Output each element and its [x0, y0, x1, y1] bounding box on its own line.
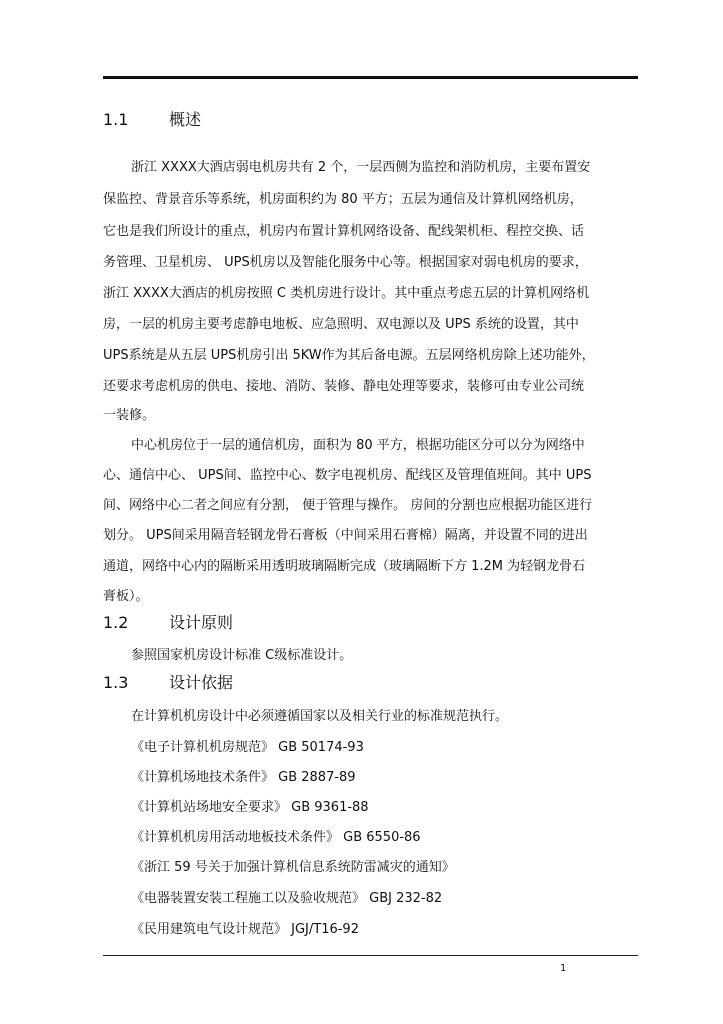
paragraph-line: 通道，网络中心内的隔断采用透明玻璃隔断完成（玻璃隔断下方 1.2M 为轻钢龙骨石 [103, 559, 586, 574]
paragraph-line: 一装修。 [103, 408, 156, 423]
paragraph-line: UPS系统是从五层 UPS机房引出 5KW作为其后备电源。五层网络机房除上述功能外， [103, 348, 595, 363]
footer-rule [103, 955, 638, 956]
reference-item: 《计算机机房用活动地板技术条件》 GB 6550-86 [131, 830, 421, 845]
principle-text: 参照国家机房设计标准 C级标准设计。 [131, 648, 353, 663]
paragraph-line: 间、网络中心二者之间应有分割， 便于管理与操作。 房间的分割也应根据功能区进行 [103, 498, 593, 513]
paragraph-line: 房，一层的机房主要考虑静电地板、应急照明、双电源以及 UPS 系统的设置，其中 [103, 317, 579, 332]
reference-item: 《计算机站场地安全要求》 GB 9361-88 [131, 800, 369, 815]
reference-item: 《民用建筑电气设计规范》 JGJ/T16-92 [131, 922, 359, 937]
section-title: 设计依据 [169, 673, 234, 692]
reference-item: 《电子计算机机房规范》 GB 50174-93 [131, 740, 364, 755]
reference-item: 《计算机场地技术条件》 GB 2887-89 [131, 770, 356, 785]
section-number: 1.2 [103, 613, 129, 632]
section-heading-1-2 [103, 610, 233, 633]
paragraph-line: 膏板）。 [103, 589, 149, 604]
paragraph-line: 保监控、背景音乐等系统，机房面积约为 80 平方；五层为通信及计算机网络机房， [103, 192, 583, 207]
page-number: 1 [560, 963, 567, 974]
section-number: 1.3 [103, 673, 129, 692]
paragraph-line: 还要求考虑机房的供电、接地、消防、装修、静电处理等要求，装修可由专业公司统 [103, 379, 585, 394]
section-title: 设计原则 [169, 613, 234, 632]
reference-item: 《电器装置安装工程施工以及验收规范》 GBJ 232-82 [131, 891, 443, 906]
paragraph-line: 心、通信中心、 UPS间、监控中心、数字电视机房、配线区及管理值班间。其中 UPS [103, 468, 592, 483]
paragraph-line: 浙江 XXXX大酒店弱电机房共有 2 个，一层西侧为监控和消防机房，主要布置安 [131, 160, 591, 175]
paragraph-line: 务管理、卫星机房、 UPS机房以及智能化服务中心等。根据国家对弱电机房的要求， [103, 255, 588, 270]
reference-item: 《浙江 59 号关于加强计算机信息系统防雷减灾的通知》 [131, 860, 455, 875]
paragraph-line: 中心机房位于一层的通信机房，面积为 80 平方，根据功能区分可以分为网络中 [131, 438, 585, 453]
paragraph-line: 划分。 UPS间采用隔音轻钢龙骨石膏板（中间采用石膏棉）隔离，并设置不同的进出 [103, 528, 588, 543]
basis-intro: 在计算机机房设计中必须遵循国家以及相关行业的标准规范执行。 [131, 709, 509, 724]
section-heading-1-1 [103, 107, 201, 130]
header-rule [103, 76, 638, 79]
section-number: 1.1 [103, 110, 129, 129]
section-title: 概述 [169, 110, 202, 129]
paragraph-line: 它也是我们所设计的重点，机房内布置计算机网络设备、配线架机柜、程控交换、话 [103, 224, 585, 239]
section-heading-1-3 [103, 670, 233, 693]
paragraph-line: 浙江 XXXX大酒店的机房按照 C 类机房进行设计。其中重点考虑五层的计算机网络机 [103, 286, 590, 301]
